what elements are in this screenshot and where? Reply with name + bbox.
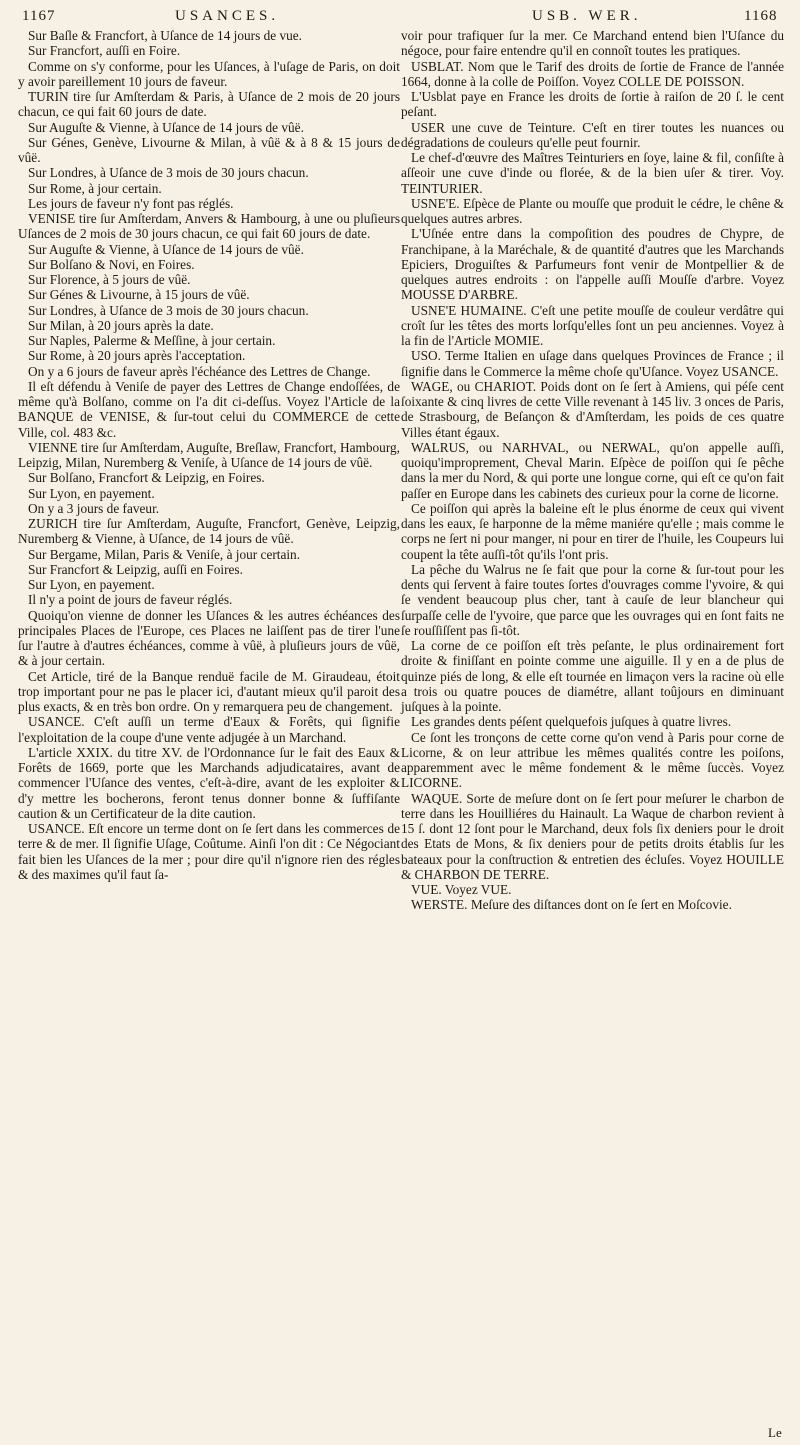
paragraph: Sur Milan, à 20 jours après la date. bbox=[28, 317, 214, 333]
paragraph: Cet Article, tiré de la Banque renduë facile de M. Giraudeau, étoit trop important pour ne pas le placer ici, d'autant mieux qu'il paroit des plus exacts, & en très bon ordre. On y remarquera peu de changement. bbox=[18, 668, 400, 714]
paragraph: Sur Génes, Genève, Livourne & Milan, à vûë & à 8 & 15 jours de vûë. bbox=[18, 134, 400, 165]
paragraph: WALRUS, ou NARHVAL, ou NERWAL, qu'on appelle auſſi, quoiqu'improprement, Cheval Marin. Eſpèce de poiſſon qui ſe pêche dans la mer du Nord, & qui porte une longue corne, qui eſt ce qu'on fait paſſer en Europe dans les cabinets des curieux pour la corne de licorne. bbox=[401, 439, 784, 501]
paragraph: Le chef-d'œuvre des Maîtres Teinturiers en ſoye, laine & fil, conſiſte à aſſeoir une cuve d'inde ou florée, & de la bien uſer & tirer. Voy. TEINTURIER. bbox=[401, 150, 784, 196]
paragraph: WAQUE. Sorte de meſure dont on ſe ſert pour meſurer le charbon de terre dans les Houilliéres du Hainault. La Waque de charbon revient à 15 ſ. dont 12 ſont pour le Marchand, deux fols ſix deniers pour le droit des Etats de Mons, & ſix deniers pour de petits droits établis ſur les bateaux pour la conſtruction & entretien des écluſes. Voyez HOUILLE & CHARBON DE TERRE. bbox=[401, 790, 784, 882]
paragraph: Sur Francfort & Leipzig, auſſi en Foires. bbox=[28, 561, 243, 577]
paragraph: L'Uſnée entre dans la compoſition des poudres de Chypre, de Franchipane, à la Maréchale, & de quantité d'autres que les Marchands Epiciers, Droguiſtes & Parfumeurs font venir de Montpellier & de quelques autres endroits : on l'appelle auſſi Mouſſe d'arbre. Voyez MOUSSE D'ARBRE. bbox=[401, 226, 784, 303]
paragraph: Sur Florence, à 5 jours de vûë. bbox=[28, 272, 191, 287]
paragraph: Il n'y a point de jours de faveur réglés. bbox=[28, 592, 233, 608]
catchword: Le bbox=[768, 1425, 782, 1440]
paragraph: voir pour trafiquer ſur la mer. Ce Marchand entend bien l'Uſance du négoce, pour faire entendre qu'il en connoît toutes les pratiques. bbox=[401, 28, 784, 59]
paragraph: Sur Génes & Livourne, à 15 jours de vûë. bbox=[28, 287, 250, 303]
paragraph: Sur Londres, à Uſance de 3 mois de 30 jours chacun. bbox=[28, 165, 309, 181]
right-text-column bbox=[401, 28, 784, 913]
paragraph: Ce ſont les tronçons de cette corne qu'on vend à Paris pour corne de Licorne, & on leur attribue les mêmes qualités contre les poiſons, apparemment avec le même fondement & le même ſuccès. Voyez LICORNE. bbox=[401, 729, 784, 791]
paragraph: USBLAT. Nom que le Tarif des droits de ſortie de France de l'année 1664, donne à la colle de Poiſſon. Voyez COLLE DE POISSON. bbox=[401, 58, 784, 89]
paragraph: Les grandes dents péſent quelquefois juſques à quatre livres. bbox=[411, 714, 732, 730]
paragraph: Sur Baſle & Francfort, à Uſance de 14 jours de vue. bbox=[28, 28, 302, 43]
paragraph: VENISE tire ſur Amſterdam, Anvers & Hambourg, à une ou pluſieurs Uſances de 2 mois de 30 jours chacun, ce qui fait 60 jours de date. bbox=[18, 211, 400, 242]
paragraph: Sur Bolſano, Francfort & Leipzig, en Foires. bbox=[28, 470, 265, 486]
paragraph: Sur Rome, à jour certain. bbox=[28, 180, 162, 196]
paragraph: USO. Terme Italien en uſage dans quelques Provinces de France ; il ſignifie dans le Commerce la même choſe qu'Uſance. Voyez USANCE. bbox=[401, 348, 784, 379]
paragraph: Sur Londres, à Uſance de 3 mois de 30 jours chacun. bbox=[28, 302, 309, 318]
paragraph: L'article XXIX. du titre XV. de l'Ordonnance ſur le fait des Eaux & Forêts de 1669, porte que les Marchands adjudicataires, avant de commencer l'Uſance des ventes, c'eſt-à-dire, avant de les exploiter & d'y mettre les bocherons, feront tenus donner bonne & ſuffiſante caution & un Certificateur de la dite caution. bbox=[18, 744, 400, 821]
paragraph: Les jours de faveur n'y font pas réglés. bbox=[28, 195, 234, 211]
paragraph: Sur Auguſte & Vienne, à Uſance de 14 jours de vûë. bbox=[28, 119, 304, 135]
paragraph: On y a 3 jours de faveur. bbox=[28, 500, 160, 516]
paragraph: On y a 6 jours de faveur après l'échéance des Lettres de Change. bbox=[28, 363, 371, 379]
paragraph: Sur Lyon, en payement. bbox=[28, 485, 155, 501]
paragraph: Sur Bolſano & Novi, en Foires. bbox=[28, 256, 195, 272]
paragraph: Quoiqu'on vienne de donner les Uſances & les autres échéances des principales Places de l'Europe, ces Places ne laiſſent pas de tirer l'une ſur l'autre à d'autres échéances, comme à vûë, à pluſieurs jours de vûë, & à jour certain. bbox=[18, 607, 400, 669]
paragraph: Sur Naples, Palerme & Meſſine, à jour certain. bbox=[28, 333, 276, 348]
paragraph: TURIN tire ſur Amſterdam & Paris, à Uſance de 2 mois de 20 jours chacun, ce qui fait 60 jours de date. bbox=[18, 89, 400, 120]
paragraph: USER une cuve de Teinture. C'eſt en tirer toutes les nuances ou dégradations de couleurs qu'elle peut fournir. bbox=[401, 119, 784, 150]
running-header bbox=[0, 4, 800, 30]
paragraph: WAGE, ou CHARIOT. Poids dont on ſe ſert à Amiens, qui péſe cent ſoixante & cinq livres de cette Ville revenant à 145 liv. 3 onces de Paris, de Strasbourg, de Beſançon & d'Amſterdam, les poids de ces quatre Villes étant égaux. bbox=[401, 378, 784, 440]
left-page-number: 1167 bbox=[22, 8, 56, 24]
paragraph: USNE'E HUMAINE. C'eſt une petite mouſſe de couleur verdâtre qui croît ſur les têtes des morts lorſqu'elles ſont un peu anciennes. Voyez à la fin de l'Article MOMIE. bbox=[401, 302, 784, 348]
left-running-title: USANCES. bbox=[175, 8, 280, 24]
paragraph: USANCE. C'eſt auſſi un terme d'Eaux & Forêts, qui ſignifie l'exploitation de la coupe d'une vente adjugée à un Marchand. bbox=[18, 714, 400, 745]
paragraph: USNE'E. Eſpèce de Plante ou mouſſe que produit le cédre, le chêne & quelques autres arbres. bbox=[401, 195, 784, 226]
right-page-number: 1168 bbox=[744, 8, 778, 24]
paragraph: Sur Bergame, Milan, Paris & Veniſe, à jour certain. bbox=[28, 546, 301, 562]
paragraph: VUE. Voyez VUE. bbox=[411, 882, 512, 897]
paragraph: Sur Francfort, auſſi en Foire. bbox=[28, 43, 181, 59]
paragraph: Sur Rome, à 20 jours après l'acceptation. bbox=[28, 348, 246, 364]
paragraph: Sur Auguſte & Vienne, à Uſance de 14 jours de vûë. bbox=[28, 241, 304, 257]
right-running-title: USB. WER. bbox=[532, 8, 642, 24]
paragraph: Il eſt défendu à Veniſe de payer des Lettres de Change endoſſées, de même qu'à Bolſano, comme on l'a dit ci-deſſus. Voyez l'Article de la BANQUE de VENISE, & ſur-tout celui du COMMERCE de cette Ville, col. 483 &c. bbox=[18, 378, 400, 440]
paragraph: Comme on s'y conforme, pour les Uſances, à l'uſage de Paris, on doit y avoir pareillement 10 jours de faveur. bbox=[18, 58, 400, 89]
paragraph: USANCE. Eſt encore un terme dont on ſe ſert dans les commerces de terre & de mer. Il ſignifie Uſage, Coûtume. Ainſi l'on dit : Ce Négociant fait bien les Uſances de la mer ; pour dire qu'il n'ignore rien des régles & des maximes qu'il faut ſa- bbox=[18, 821, 400, 882]
paragraph: La corne de ce poiſſon eſt très peſante, le plus ordinairement fort droite & finiſſant en pointe comme une aiguille. Il y en a de plus de quinze piés de long, & elle eſt tournée en limaçon vers la racine où elle a trois ou quatre pouces de diamétre, allant toûjours en diminuant juſques à la pointe. bbox=[401, 638, 784, 714]
paragraph: Sur Lyon, en payement. bbox=[28, 577, 155, 592]
left-text-column bbox=[18, 28, 400, 882]
paragraph: La pêche du Walrus ne ſe fait que pour la corne & ſur-tout pour les dents qui ſervent à faire toutes ſortes d'ouvrages comme l'yvoire, & qui ſe vendent beaucoup plus cher, tant à cauſe de leur blancheur qui ſurpaſſe celle de l'yvoire, que parce que les ouvrages qui en ſont faits ne ſe rouſſiſſent pas ſi-tôt. bbox=[401, 561, 784, 638]
paragraph: Ce poiſſon qui après la baleine eſt le plus énorme de ceux qui vivent dans les eaux, ſe harponne de la même maniére qu'elle ; mais comme le corps ne ſert ni pour manger, ni pour en tirer de l'huile, les Coupeurs lui coupent la tête auſſi-tôt qu'ils l'ont pris. bbox=[401, 500, 784, 562]
paragraph: WERSTE. Meſure des diſtances dont on ſe ſert en Moſcovie. bbox=[411, 897, 732, 913]
paragraph: VIENNE tire ſur Amſterdam, Auguſte, Breſlaw, Francfort, Hambourg, Leipzig, Milan, Nuremberg & Veniſe, à Uſance de 14 jours de vûë. bbox=[18, 439, 400, 470]
paragraph: ZURICH tire ſur Amſterdam, Auguſte, Francfort, Genève, Leipzig, Nuremberg & Vienne, à Uſance, de 14 jours de vûë. bbox=[18, 516, 400, 547]
paragraph: L'Usblat paye en France les droits de ſortie à raiſon de 20 ſ. le cent peſant. bbox=[401, 89, 784, 120]
